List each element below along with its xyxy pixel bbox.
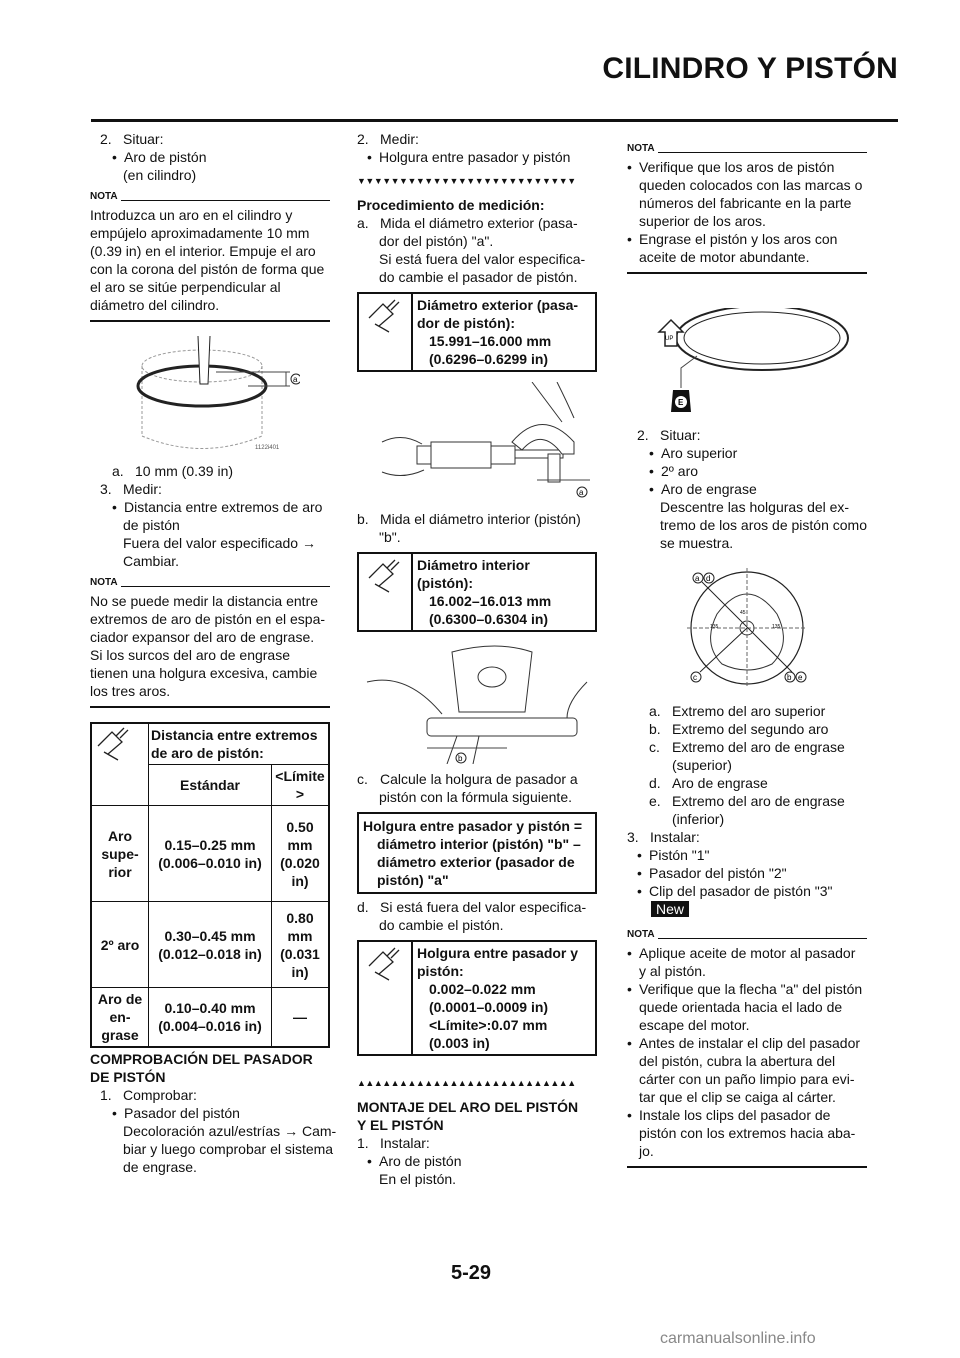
figure-legend-a: a. 10 mm (0.39 in)	[112, 463, 234, 479]
nota-bullets: • Aplique aceite de motor al pasador y al pistón. • Verifique que la flecha "a" del pistón quede orientada hacia el lado de escape del motor. • Antes de instalar el clip del pasador del pistón, cubra la abertura del cárter con un paño limpio para evi- tar que el clip se caiga al cárter. • Instale los clips del pasador de pistón con los extremos hacia aba- jo.	[627, 945, 863, 1159]
section-heading: MONTAJE DEL ARO DEL PISTÓN	[357, 1099, 579, 1115]
up-arrow-icon	[659, 320, 683, 346]
piston-measure-illustration	[357, 642, 597, 764]
column-header-standard: Estándar	[149, 765, 272, 806]
page-title: CILINDRO Y PISTÓN	[602, 52, 898, 85]
svg-text:a: a	[579, 488, 584, 497]
nota-text: Introduzca un aro en el cilindro y empújelo aproximadamente 10 mm (0.39 in) en el interior. Empuje el aro con la corona del pistón de forma que el aro se sitúe perpendicular al diámetro del cilindro.	[90, 207, 325, 313]
nota-end-rule	[90, 320, 330, 322]
step-2-medir: 2. Medir:	[357, 131, 419, 147]
column-3: NOTA • Verifique que los aros de pistón queden colocados con las marcas o números del fabricante en la parte superior de los aros. • Engrase el pistón y los aros con aceite de motor abundante. UP E 2. Situar: • Aro superior • 2º aro • Aro de engrase Descentre las holguras del ex- tremo de los aros de pistón como se muestra. a d c b e 135 135 45 a. Extremo del aro superior b. Extremo del segundo aro c. Extremo del aro de engrase (superior) d. Aro de engrase e. Extremo del aro de engrase (inferior) 3. Instalar: • Pistón "1" • Pasador del pistón "2" • Clip del pasador de pistón "3" New NOTA • Aplique aceite de motor al pasador y al pistón. • Verifique que la flecha "a" del pistón quede orientada hacia el lado de escape del motor. • Antes de instalar el clip del pasador del pistón, cubra la abertura del cárter con un paño limpio para evi- tar que el clip se caiga al cárter. • Instale los clips del pasador de pistón con los extremos hacia aba- jo.	[627, 130, 867, 1168]
procedure-title: Procedimiento de medición:	[357, 197, 545, 213]
svg-text:1122i401: 1122i401	[255, 445, 280, 451]
clearance-formula-box: Holgura entre pasador y pistón = diámetro interior (pistón) "b" – diámetro exterior (pasador de pistón) "a"	[357, 812, 597, 894]
column-header-limit: <Límite >	[272, 765, 330, 806]
caliper-icon	[365, 298, 405, 334]
svg-text:e: e	[798, 673, 803, 682]
step-1-comprobar: 1. Comprobar:	[100, 1087, 197, 1103]
procedure-start-marker: ▼▼▼▼▼▼▼▼▼▼▼▼▼▼▼▼▼▼▼▼▼▼▼▼▼▼	[357, 176, 576, 186]
svg-text:a: a	[695, 574, 700, 583]
spec-outer-diameter: Diámetro exterior (pasa- dor de pistón): 15.991–16.000 mm (0.6296–0.6299 in)	[357, 292, 597, 372]
step-1-instalar: 1. Instalar:	[357, 1135, 430, 1151]
nota-heading: NOTA	[90, 574, 330, 592]
nota-end-rule	[627, 272, 867, 274]
svg-text:a: a	[293, 375, 298, 384]
page-number: 5-29	[451, 1262, 492, 1284]
header-rule	[91, 119, 898, 122]
step-2-situar: 2. Situar:	[637, 427, 701, 443]
nota-end-rule	[90, 706, 330, 708]
section-heading: COMPROBACIÓN DEL PASADOR	[90, 1051, 313, 1067]
spec-inner-diameter: Diámetro interior (pistón): 16.002–16.013 mm (0.6300–0.6304 in)	[357, 552, 597, 632]
spec-pin-clearance: Holgura entre pasador y pistón: 0.002–0.022 mm (0.0001–0.0009 in) <Límite>:0.07 mm (0.003 in)	[357, 940, 597, 1056]
caliper-icon-cell	[91, 723, 149, 806]
svg-text:b: b	[458, 754, 463, 763]
nota-heading: NOTA	[627, 926, 867, 944]
piston-top-diagram	[682, 564, 812, 692]
nota-end-rule	[627, 1166, 867, 1168]
table-row: Aro supe-rior 0.15–0.25 mm (0.006–0.010 in) 0.50 mm (0.020 in)	[91, 806, 329, 902]
nota-text: No se puede medir la distancia entre extremos de aro de pistón en el espa- ciador expansor del aro de engrase. Si los surcos del aro de engrase tienen una holgura excesiva, cambie los tres aros.	[90, 593, 326, 699]
svg-text:45: 45	[740, 610, 746, 616]
column-1: 2. Situar: • Aro de pistón (en cilindro) NOTA Introduzca un aro en el cilindro y empújelo aproximadamente 10 mm (0.39 in) en el interior. Empuje el aro con la corona del pistón de forma que el aro se sitúe perpendicular al diámetro del cilindro. a 1122i401 a. 10 mm (0.39 in) 3. Medir: • Distancia entre extremos de aro de pistón Fuera del valor especificado → Cambiar. NOTA No se puede medir la distancia entre extremos de aro de pistón en el espa- ciador expansor del aro de engrase. Si los surcos del aro de engrase tienen una holgura excesiva, cambie los tres aros. Distancia entre extremos de aro de pistón: Estándar <Límite > Aro supe-rior 0.15–0.25 mm (0.006–0.010 in) 0.50 mm (0.020 in) 2º aro 0.30–0.45 mm (0.012–0.018 in) 0.80 mm (0.031 in) Aro de en-grase 0.10–0.40 mm (0.004–0.016 in) — COMPROBACIÓN DEL PASADOR DE PISTÓN 1. Comprobar: • Pasador del pistón Decoloración azul/estrías → Cam- biar y luego comprobar el sistema de engrase.	[90, 131, 337, 1175]
svg-text:b: b	[787, 673, 792, 682]
new-part-badge: New	[651, 901, 689, 917]
ring-gap-position-figure	[627, 564, 867, 692]
svg-text:c: c	[693, 673, 697, 682]
micrometer-illustration	[362, 382, 592, 504]
svg-text:135: 135	[772, 624, 781, 630]
table-row: Aro de en-grase 0.10–0.40 mm (0.004–0.016 in) —	[91, 988, 329, 1048]
nota-bullets: • Verifique que los aros de pistón queden colocados con las marcas o números del fabricante en la parte superior de los aros. • Engrase el pistón y los aros con aceite de motor abundante.	[627, 159, 863, 265]
step-3-medir: 3. Medir:	[100, 481, 162, 497]
watermark: carmanualsonline.info	[660, 1330, 816, 1347]
caliper-icon	[94, 726, 134, 762]
svg-text:d: d	[706, 574, 711, 583]
micrometer-figure	[357, 382, 597, 504]
column-2: 2. Medir: • Holgura entre pasador y pistón ▼▼▼▼▼▼▼▼▼▼▼▼▼▼▼▼▼▼▼▼▼▼▼▼▼▼ Procedimiento de medición: a. Mida el diámetro exterior (pasa- dor del pistón) "a". Si está fuera del valor especifica- do cambie el pasador de pistón. Diámetro exterior (pasa- dor de pistón): 15.991–16.000 mm (0.6296–0.6299 in) a b. Mida el diámetro interior (pistón) "b". Diámetro interior (pistón): 16.002–16.013 mm (0.6300–0.6304 in) b c. Calcule la holgura de pasador a pistón con la fórmula siguiente. Holgura entre pasador y pistón = diámetro interior (pistón) "b" – diámetro exterior (pasador de pistón) "a" d. Si está fuera del valor especifica- do cambie el pistón. Holgura entre pasador y pistón: 0.002–0.022 mm (0.0001–0.0009 in) <Límite>:0.07 mm (0.003 in) ▲▲▲▲▲▲▲▲▲▲▲▲▲▲▲▲▲▲▲▲▲▲▲▲▲▲ MONTAJE DEL ARO DEL PISTÓN Y EL PISTÓN 1. Instalar: • Aro de pistón En el pistón.	[357, 130, 597, 1188]
nota-heading: NOTA	[90, 188, 330, 206]
procedure-end-marker: ▲▲▲▲▲▲▲▲▲▲▲▲▲▲▲▲▲▲▲▲▲▲▲▲▲▲	[357, 1078, 576, 1088]
svg-text:135: 135	[710, 624, 719, 630]
caliper-icon	[365, 558, 405, 594]
cylinder-ring-illustration	[120, 336, 300, 454]
table-row: 2º aro 0.30–0.45 mm (0.012–0.018 in) 0.80 mm (0.031 in)	[91, 902, 329, 988]
step-2-situar: 2. Situar:	[100, 131, 164, 147]
ring-gap-legend: a. Extremo del aro superior b. Extremo del segundo aro c. Extremo del aro de engrase (superior) d. Aro de engrase e. Extremo del aro de engrase (inferior)	[649, 703, 845, 827]
svg-text:UP: UP	[665, 336, 674, 342]
table-title: Distancia entre extremos de aro de pistón:	[149, 723, 330, 765]
nota-heading: NOTA	[627, 140, 867, 158]
svg-text:E: E	[678, 398, 684, 407]
caliper-icon	[365, 946, 405, 982]
piston-ring-figure	[627, 308, 867, 418]
step-3-instalar: 3. Instalar:	[627, 829, 700, 845]
ring-up-mark-illustration	[637, 308, 857, 418]
piston-bore-figure	[357, 642, 597, 764]
ring-end-gap-spec-table	[90, 722, 330, 1048]
ring-in-cylinder-figure	[90, 336, 330, 454]
